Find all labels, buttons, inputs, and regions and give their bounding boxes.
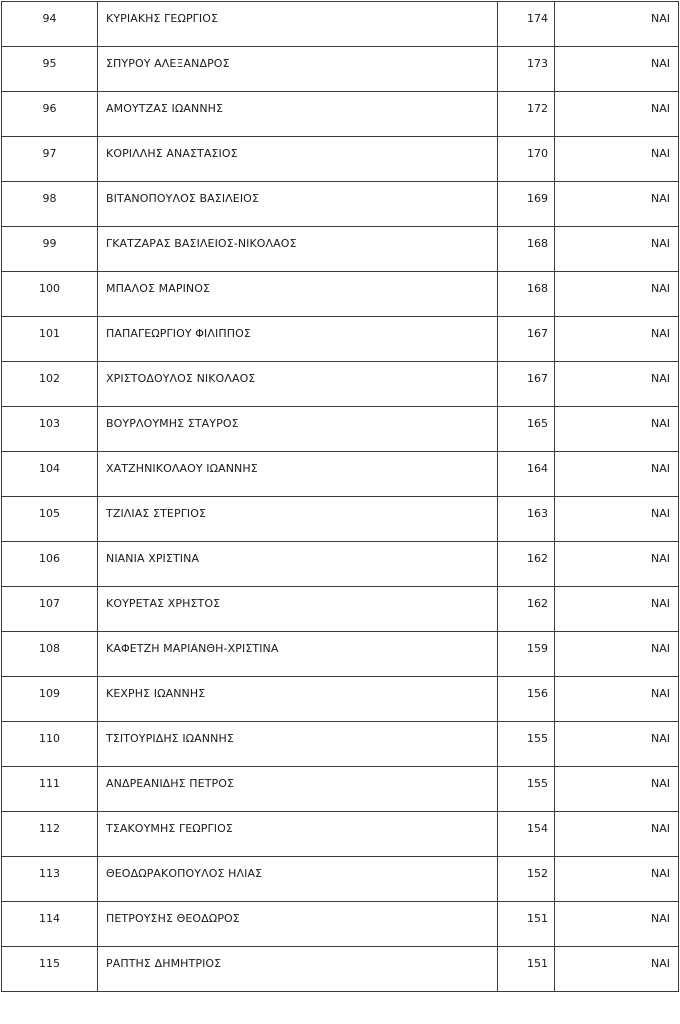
full-name-cell [98,92,498,137]
full-name-cell [98,407,498,452]
eligibility-cell-text: ΝΑΙ [651,687,670,700]
full-name-cell-text: ΑΜΟΥΤΖΑΣ ΙΩΑΝΝΗΣ [106,102,224,115]
full-name-cell [98,137,498,182]
rank-number-cell [2,407,98,452]
full-name-cell [98,542,498,587]
full-name-cell [98,857,498,902]
full-name-cell [98,452,498,497]
rank-number-cell-text: 114 [39,912,60,925]
score-cell-text: 168 [527,237,548,250]
table-row [2,272,679,317]
rank-number-cell-text: 105 [39,507,60,520]
score-cell [498,227,555,272]
eligibility-cell [555,407,679,452]
score-cell-text: 165 [527,417,548,430]
table-row [2,542,679,587]
score-cell-text: 167 [527,372,548,385]
rank-number-cell [2,497,98,542]
table-row [2,227,679,272]
table-row [2,902,679,947]
eligibility-cell-text: ΝΑΙ [651,777,670,790]
table-row [2,182,679,227]
score-cell [498,677,555,722]
eligibility-cell-text: ΝΑΙ [651,507,670,520]
eligibility-cell [555,587,679,632]
eligibility-cell [555,182,679,227]
eligibility-cell-text: ΝΑΙ [651,552,670,565]
score-cell [498,362,555,407]
rank-number-cell [2,587,98,632]
full-name-cell-text: ΠΑΠΑΓΕΩΡΓΙΟΥ ΦΙΛΙΠΠΟΣ [106,327,251,340]
full-name-cell-text: ΘΕΟΔΩΡΑΚΟΠΟΥΛΟΣ ΗΛΙΑΣ [106,867,263,880]
score-cell-text: 162 [527,552,548,565]
rank-number-cell-text: 98 [42,192,57,205]
full-name-cell-text: ΚΟΥΡΕΤΑΣ ΧΡΗΣΤΟΣ [106,597,221,610]
eligibility-cell [555,902,679,947]
rank-number-cell-text: 95 [42,57,57,70]
rank-number-cell [2,767,98,812]
eligibility-cell [555,632,679,677]
full-name-cell-text: ΝΙΑΝΙΑ ΧΡΙΣΤΙΝΑ [106,552,200,565]
score-cell [498,947,555,992]
eligibility-cell [555,2,679,47]
rank-number-cell [2,227,98,272]
score-cell-text: 151 [527,957,548,970]
score-cell-text: 164 [527,462,548,475]
rank-number-cell [2,47,98,92]
eligibility-cell-text: ΝΑΙ [651,12,670,25]
rank-number-cell-text: 101 [39,327,60,340]
score-cell [498,812,555,857]
rank-number-cell [2,272,98,317]
table-row [2,812,679,857]
table-row [2,767,679,812]
score-cell-text: 174 [527,12,548,25]
rank-number-cell-text: 109 [39,687,60,700]
full-name-cell [98,227,498,272]
full-name-cell-text: ΧΡΙΣΤΟΔΟΥΛΟΣ ΝΙΚΟΛΑΟΣ [106,372,256,385]
score-cell-text: 172 [527,102,548,115]
table-row [2,947,679,992]
rank-number-cell-text: 94 [42,12,57,25]
full-name-cell [98,317,498,362]
eligibility-cell-text: ΝΑΙ [651,417,670,430]
eligibility-cell [555,362,679,407]
score-cell [498,2,555,47]
score-cell [498,902,555,947]
eligibility-cell [555,542,679,587]
score-cell [498,632,555,677]
score-cell [498,497,555,542]
table-row [2,677,679,722]
rank-number-cell-text: 103 [39,417,60,430]
full-name-cell-text: ΚΥΡΙΑΚΗΣ ΓΕΩΡΓΙΟΣ [106,12,219,25]
full-name-cell-text: ΜΠΑΛΟΣ ΜΑΡΙΝΟΣ [106,282,211,295]
rank-number-cell-text: 106 [39,552,60,565]
score-cell-text: 159 [527,642,548,655]
score-cell [498,452,555,497]
score-cell-text: 170 [527,147,548,160]
full-name-cell-text: ΚΟΡΙΛΛΗΣ ΑΝΑΣΤΑΣΙΟΣ [106,147,238,160]
table-row [2,2,679,47]
score-cell-text: 163 [527,507,548,520]
score-cell [498,317,555,362]
eligibility-cell [555,857,679,902]
eligibility-cell-text: ΝΑΙ [651,57,670,70]
rank-number-cell [2,947,98,992]
full-name-cell [98,272,498,317]
eligibility-cell [555,497,679,542]
full-name-cell [98,47,498,92]
rank-number-cell-text: 100 [39,282,60,295]
full-name-cell-text: ΑΝΔΡΕΑΝΙΔΗΣ ΠΕΤΡΟΣ [106,777,235,790]
full-name-cell-text: ΒΟΥΡΛΟΥΜΗΣ ΣΤΑΥΡΟΣ [106,417,239,430]
full-name-cell-text: ΚΕΧΡΗΣ ΙΩΑΝΝΗΣ [106,687,206,700]
eligibility-cell-text: ΝΑΙ [651,327,670,340]
score-cell-text: 167 [527,327,548,340]
rank-number-cell [2,182,98,227]
table-row [2,407,679,452]
eligibility-cell-text: ΝΑΙ [651,372,670,385]
rank-number-cell [2,677,98,722]
full-name-cell-text: ΓΚΑΤΖΑΡΑΣ ΒΑΣΙΛΕΙΟΣ-ΝΙΚΟΛΑΟΣ [106,237,297,250]
full-name-cell-text: ΠΕΤΡΟΥΣΗΣ ΘΕΟΔΩΡΟΣ [106,912,240,925]
score-cell [498,272,555,317]
table-row [2,497,679,542]
table-row [2,317,679,362]
rank-number-cell-text: 104 [39,462,60,475]
full-name-cell [98,947,498,992]
eligibility-cell [555,92,679,137]
rank-number-cell [2,632,98,677]
score-cell-text: 173 [527,57,548,70]
full-name-cell [98,2,498,47]
score-cell-text: 154 [527,822,548,835]
score-cell-text: 162 [527,597,548,610]
full-name-cell [98,182,498,227]
eligibility-cell-text: ΝΑΙ [651,867,670,880]
rank-number-cell-text: 112 [39,822,60,835]
score-cell [498,182,555,227]
table-row [2,92,679,137]
score-cell-text: 155 [527,732,548,745]
full-name-cell [98,362,498,407]
rank-number-cell-text: 111 [39,777,60,790]
full-name-cell [98,812,498,857]
full-name-cell-text: ΚΑΦΕΤΖΗ ΜΑΡΙΑΝΘΗ-ΧΡΙΣΤΙΝΑ [106,642,279,655]
eligibility-cell-text: ΝΑΙ [651,147,670,160]
rank-number-cell [2,2,98,47]
eligibility-cell [555,767,679,812]
eligibility-cell [555,227,679,272]
table-row [2,47,679,92]
full-name-cell-text: ΣΠΥΡΟΥ ΑΛΕΞΑΝΔΡΟΣ [106,57,230,70]
eligibility-cell-text: ΝΑΙ [651,597,670,610]
eligibility-cell-text: ΝΑΙ [651,912,670,925]
score-cell [498,407,555,452]
table-row [2,362,679,407]
eligibility-cell [555,47,679,92]
results-table-body [2,2,679,992]
eligibility-cell [555,947,679,992]
eligibility-cell-text: ΝΑΙ [651,282,670,295]
full-name-cell-text: ΤΣΑΚΟΥΜΗΣ ΓΕΩΡΓΙΟΣ [106,822,233,835]
table-row [2,137,679,182]
table-row [2,632,679,677]
rank-number-cell [2,92,98,137]
rank-number-cell [2,452,98,497]
full-name-cell [98,587,498,632]
full-name-cell-text: ΡΑΠΤΗΣ ΔΗΜΗΤΡΙΟΣ [106,957,222,970]
eligibility-cell [555,137,679,182]
results-table [1,1,679,992]
rank-number-cell [2,317,98,362]
full-name-cell [98,677,498,722]
full-name-cell-text: ΤΖΙΛΙΑΣ ΣΤΕΡΓΙΟΣ [106,507,207,520]
score-cell [498,47,555,92]
rank-number-cell-text: 110 [39,732,60,745]
rank-number-cell-text: 102 [39,372,60,385]
rank-number-cell-text: 99 [42,237,57,250]
score-cell [498,767,555,812]
rank-number-cell-text: 96 [42,102,57,115]
eligibility-cell-text: ΝΑΙ [651,237,670,250]
score-cell [498,587,555,632]
score-cell-text: 156 [527,687,548,700]
full-name-cell-text: ΧΑΤΖΗΝΙΚΟΛΑΟΥ ΙΩΑΝΝΗΣ [106,462,258,475]
full-name-cell [98,767,498,812]
rank-number-cell-text: 108 [39,642,60,655]
rank-number-cell [2,857,98,902]
eligibility-cell [555,722,679,767]
score-cell-text: 152 [527,867,548,880]
rank-number-cell [2,812,98,857]
table-row [2,452,679,497]
full-name-cell [98,902,498,947]
score-cell [498,857,555,902]
rank-number-cell [2,362,98,407]
eligibility-cell [555,812,679,857]
rank-number-cell-text: 115 [39,957,60,970]
score-cell-text: 169 [527,192,548,205]
eligibility-cell [555,272,679,317]
eligibility-cell-text: ΝΑΙ [651,822,670,835]
score-cell [498,542,555,587]
rank-number-cell [2,137,98,182]
eligibility-cell [555,317,679,362]
table-row [2,722,679,767]
rank-number-cell-text: 113 [39,867,60,880]
eligibility-cell-text: ΝΑΙ [651,642,670,655]
score-cell-text: 151 [527,912,548,925]
score-cell-text: 168 [527,282,548,295]
full-name-cell [98,722,498,767]
eligibility-cell-text: ΝΑΙ [651,462,670,475]
score-cell [498,722,555,767]
table-row [2,587,679,632]
eligibility-cell [555,677,679,722]
eligibility-cell-text: ΝΑΙ [651,732,670,745]
rank-number-cell [2,902,98,947]
eligibility-cell-text: ΝΑΙ [651,957,670,970]
score-cell [498,92,555,137]
eligibility-cell-text: ΝΑΙ [651,102,670,115]
eligibility-cell-text: ΝΑΙ [651,192,670,205]
table-row [2,857,679,902]
eligibility-cell [555,452,679,497]
rank-number-cell [2,542,98,587]
full-name-cell [98,632,498,677]
rank-number-cell-text: 97 [42,147,57,160]
full-name-cell [98,497,498,542]
rank-number-cell [2,722,98,767]
full-name-cell-text: ΒΙΤΑΝΟΠΟΥΛΟΣ ΒΑΣΙΛΕΙΟΣ [106,192,259,205]
full-name-cell-text: ΤΣΙΤΟΥΡΙΔΗΣ ΙΩΑΝΝΗΣ [106,732,234,745]
rank-number-cell-text: 107 [39,597,60,610]
score-cell [498,137,555,182]
score-cell-text: 155 [527,777,548,790]
